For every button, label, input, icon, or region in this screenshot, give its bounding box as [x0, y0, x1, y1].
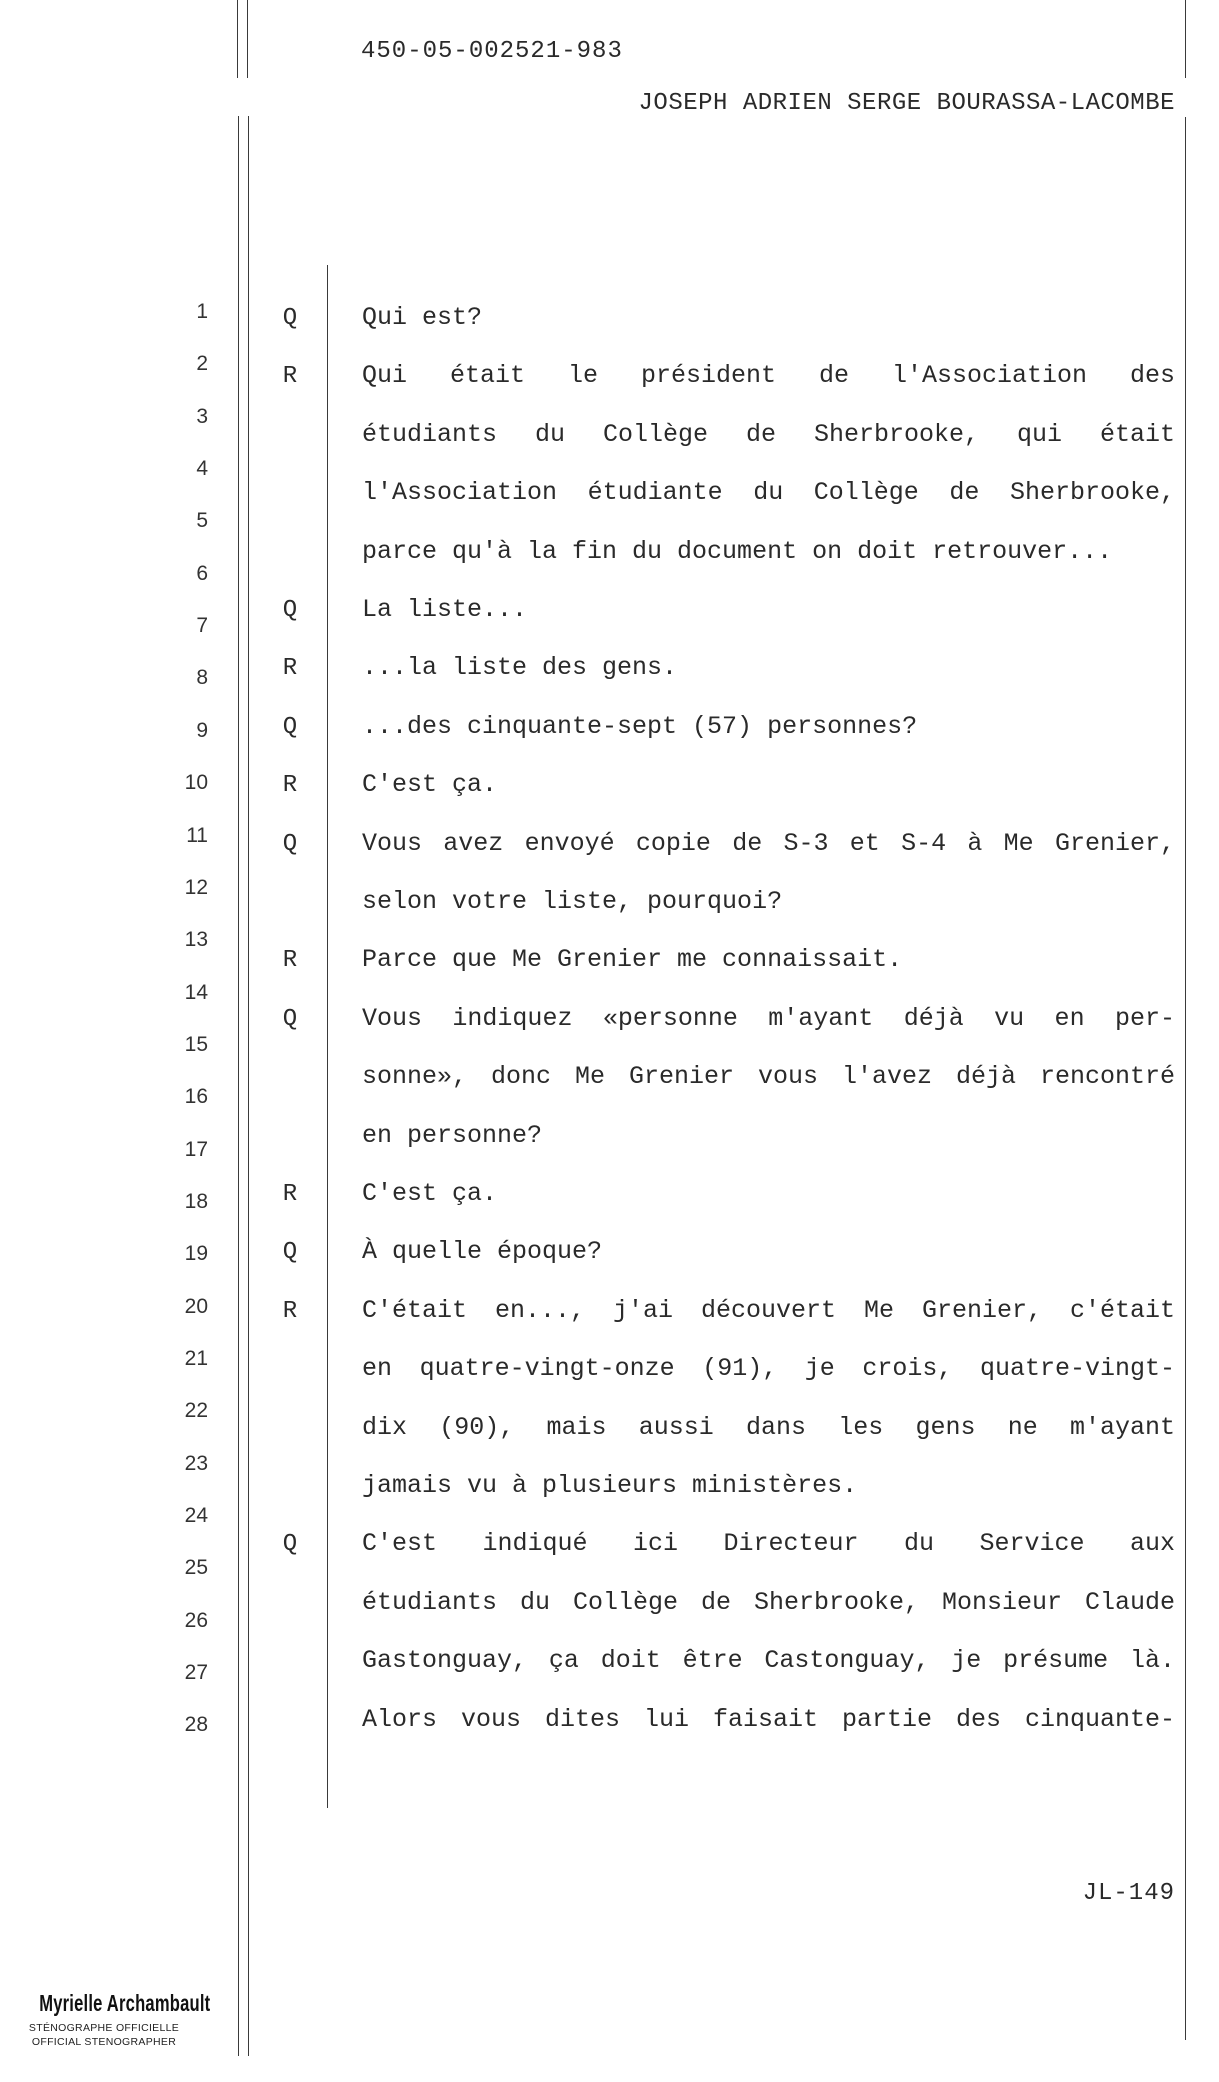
line-number: 11	[186, 823, 208, 847]
line-number: 9	[196, 718, 208, 742]
transcript-line: C'est ça.	[362, 1179, 498, 1208]
transcript-line: parce qu'à la fin du document on doit retrouver...	[362, 536, 1113, 566]
speaker-question: Q	[282, 1239, 298, 1267]
line-number: 1	[196, 300, 208, 323]
speaker-question: Q	[282, 830, 298, 858]
speaker-answer: R	[282, 1181, 298, 1208]
line-number: 14	[184, 980, 208, 1004]
transcript-line: Vous avez envoyé copie de S-3 et S-4 à Me Grenier,	[362, 828, 1175, 858]
line-number: 12	[184, 875, 208, 899]
right-margin-rule-top	[1185, 0, 1186, 78]
speaker-answer: R	[282, 655, 298, 683]
line-number: 18	[184, 1189, 208, 1213]
witness-name: JOSEPH ADRIEN SERGE BOURASSA-LACOMBE	[638, 90, 1175, 117]
transcript-line: dix (90), mais aussi dans les gens ne m'ayant	[362, 1412, 1175, 1442]
line-number: 27	[184, 1661, 208, 1685]
line-number: 20	[184, 1294, 208, 1318]
speaker-question: Q	[282, 1005, 298, 1033]
transcript-line: ...des cinquante-sept (57) personnes?	[362, 711, 918, 741]
line-number: 2	[196, 352, 208, 376]
transcript-line: selon votre liste, pourquoi?	[362, 887, 783, 916]
stenographer-title-en: OFFICIAL STENOGRAPHER	[31, 2036, 177, 2048]
right-margin-rule	[1185, 117, 1186, 2040]
line-number: 8	[196, 666, 208, 690]
line-number: 7	[196, 614, 208, 638]
line-number: 23	[184, 1451, 208, 1475]
transcript-line: Alors vous dites lui faisait partie des cinquante-	[362, 1704, 1175, 1734]
transcript-line: en personne?	[362, 1120, 543, 1150]
line-number: 10	[184, 771, 208, 795]
line-number: 16	[184, 1085, 208, 1109]
line-number: 6	[196, 561, 208, 585]
line-number: 5	[196, 509, 208, 533]
transcript-line: jamais vu à plusieurs ministères.	[362, 1471, 858, 1500]
transcript-line: Vous indiquez «personne m'ayant déjà vu en per-	[362, 1003, 1175, 1033]
speaker-question: Q	[282, 305, 298, 332]
transcript-line: Parce que Me Grenier me connaissait.	[362, 945, 903, 975]
left-margin-rule-inner-top	[247, 0, 248, 78]
line-number: 26	[184, 1608, 208, 1632]
transcript-line: À quelle époque?	[362, 1237, 603, 1267]
transcript-line: l'Association étudiante du Collège de Sherbrooke,	[362, 478, 1175, 508]
transcript-line: C'était en..., j'ai découvert Me Grenier, c'était	[362, 1295, 1175, 1325]
speaker-question: Q	[282, 597, 298, 624]
transcript-line: C'est ça.	[362, 770, 498, 800]
speaker-answer: R	[282, 363, 298, 391]
line-number: 19	[184, 1242, 208, 1266]
transcript-line: Qui était le président de l'Association des	[362, 361, 1175, 391]
stenographer-stamp	[14, 1990, 211, 2049]
page-code: JL-149	[1082, 1880, 1175, 1907]
speaker-answer: R	[282, 1297, 298, 1325]
transcript-line: La liste...	[362, 595, 528, 624]
speaker-answer: R	[282, 772, 298, 800]
transcript-line: Qui est?	[362, 303, 483, 332]
transcript-line: en quatre-vingt-onze (91), je crois, quatre-vingt-	[362, 1354, 1175, 1384]
line-number: 25	[184, 1556, 208, 1580]
left-margin-rule-outer-top	[237, 0, 238, 78]
speaker-column-rule	[327, 265, 328, 1808]
speaker-answer: R	[282, 947, 298, 975]
transcript-line: ...la liste des gens.	[362, 653, 678, 683]
stenographer-name: Myrielle Archambault	[39, 1990, 211, 2016]
line-number: 15	[184, 1032, 208, 1056]
speaker-question: Q	[282, 1531, 298, 1559]
transcript-line: Gastonguay, ça doit être Castonguay, je présume là.	[362, 1646, 1175, 1676]
line-number: 28	[184, 1713, 208, 1737]
left-margin-rule-outer	[238, 116, 239, 2056]
stenographer-title-fr: STÉNOGRAPHE OFFICIELLE	[28, 2022, 180, 2034]
line-number: 4	[196, 457, 208, 481]
line-number: 3	[196, 404, 208, 428]
line-number: 22	[184, 1399, 208, 1423]
line-number: 13	[184, 928, 208, 952]
transcript-line: C'est indiqué ici Directeur du Service aux	[362, 1529, 1175, 1559]
transcript-line: étudiants du Collège de Sherbrooke, qui était	[362, 419, 1175, 449]
case-number: 450-05-002521-983	[361, 38, 623, 65]
transcript-line: sonne», donc Me Grenier vous l'avez déjà rencontré	[362, 1062, 1175, 1092]
speaker-question: Q	[282, 713, 298, 741]
transcript-line: étudiants du Collège de Sherbrooke, Monsieur Claude	[362, 1587, 1175, 1617]
line-number: 21	[184, 1347, 208, 1370]
left-margin-rule-inner	[248, 116, 249, 2056]
line-number: 17	[184, 1137, 208, 1161]
line-number: 24	[184, 1504, 208, 1528]
